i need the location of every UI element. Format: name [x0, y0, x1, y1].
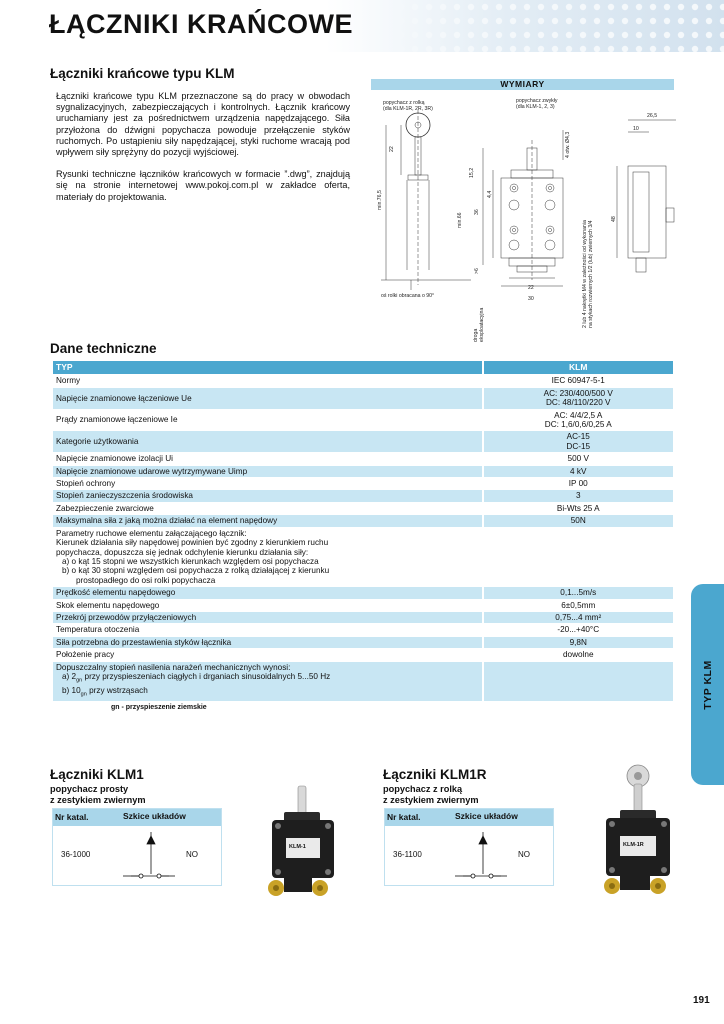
- vibration-a-text: przy przyspieszeniach ciągłych i drganiach sinusoidalnych 5...50 Hz: [82, 671, 331, 681]
- row-value-dc: DC-15: [566, 441, 591, 451]
- row-label: Stopień zanieczyszczenia środowiska: [53, 490, 483, 502]
- klm1-subtitle: [50, 784, 146, 805]
- intro-paragraph-2: Rysunki techniczne łączników krańcowych w formacie ”.dwg”, znajdują się na stronie internetowej www.pokoj.com.pl w zakładce oferta, materiały do projektowania.: [56, 169, 350, 202]
- klm1-catalog-number: 36-1000: [61, 850, 91, 859]
- side-tab: [691, 584, 724, 785]
- dim-22-top: 22: [389, 146, 395, 152]
- row-label: Skok elementu napędowego: [53, 599, 483, 611]
- dim-10: 10: [633, 126, 639, 132]
- row-value-ac: AC: 4/4/2,5 A: [554, 410, 603, 420]
- klm1r-photo: [592, 762, 688, 902]
- klm1-title: Łączniki KLM1: [50, 767, 144, 782]
- params-line: a) o kąt 15 stopni we wszystkich kierunkach względem osi popychacza: [62, 556, 319, 566]
- klm1-contact-symbol: [113, 830, 177, 882]
- dim-drive2: eksploatacyjna: [479, 307, 485, 342]
- dimensions-heading: WYMIARY: [371, 79, 674, 90]
- klm1-sub-2: z zestykiem zwiernym: [50, 794, 146, 805]
- klm1r-subtitle: [383, 784, 479, 805]
- vibration-line: Dopuszczalny stopień nasilenia narażeń mechanicznych wynosi:: [56, 662, 291, 672]
- klm1r-catalog-header: [385, 809, 553, 826]
- row-value: dowolne: [483, 649, 674, 661]
- row-label: Napięcie znamionowe udarowe wytrzymywane Uimp: [53, 465, 483, 477]
- dot-pattern: [394, 0, 724, 52]
- footnote: gn - przyspieszenie ziemskie: [53, 702, 483, 714]
- dimension-drawing: [371, 90, 676, 350]
- dim-min66: min.66: [457, 212, 463, 228]
- klm1-sub-1: popychacz prosty: [50, 784, 129, 794]
- table-row: [53, 431, 674, 453]
- row-value: Bi-Wts 25 A: [483, 502, 674, 514]
- row-value: 0,75...4 mm²: [483, 611, 674, 623]
- klm1r-catalog-table: [384, 808, 554, 886]
- intro-text: [56, 91, 350, 203]
- side-tab-label: TYP KLM: [701, 659, 714, 710]
- row-value: 6±0,5mm: [483, 599, 674, 611]
- row-value: 500 V: [483, 453, 674, 465]
- row-label: Napięcie znamionowe łączeniowe Ue: [53, 387, 483, 409]
- klm1-catalog-header: [53, 809, 221, 826]
- klm1-col-catalog: Nr katal.: [55, 812, 89, 822]
- table-row: [53, 375, 674, 387]
- table-row: [53, 611, 674, 623]
- dim-6: >6: [474, 268, 480, 274]
- row-value-dc: DC: 48/110/220 V: [546, 398, 611, 408]
- klm1-catalog-table: [52, 808, 222, 886]
- footnote-value: [483, 702, 674, 714]
- table-row: [53, 649, 674, 661]
- dim-min765: min.76,5: [377, 190, 383, 210]
- row-value: [483, 387, 674, 409]
- row-label: Kategorie użytkowania: [53, 431, 483, 453]
- params-line: prostopadłego do osi rolki popychacza: [76, 575, 216, 585]
- row-value: 0,1...5m/s: [483, 587, 674, 599]
- intro-paragraph-1: Łączniki krańcowe typu KLM przeznaczone są do pracy w obwodach sygnalizacyjnych, zabezpieczających i kontrolnych. Łącznik krańcowy uruchamiany jest za pośrednictwem urządzenia napędzającego. Siła przyłożona do dźwigni popychacza powoduje przełączenie styków ruchomych. Po ustąpieniu siły napędzającej, styki ruchome wracają pod wpływem siły sprężyny do pozycji wyjściowej.: [56, 91, 350, 158]
- vibration-a-unit: gn: [76, 677, 83, 684]
- row-label: Siła potrzebna do przestawienia styków łącznika: [53, 636, 483, 648]
- table-row: [53, 502, 674, 514]
- label-roller-models: (dla KLM-1R, 2R, 3R): [383, 106, 433, 112]
- table-row: [53, 453, 674, 465]
- row-label: Maksymalna siła z jaką można działać na element napędowy: [53, 515, 483, 527]
- row-label: Temperatura otoczenia: [53, 624, 483, 636]
- row-label: Prędkość elementu napędowego: [53, 587, 483, 599]
- table-row: [53, 515, 674, 527]
- dim-note-2: na stykach rozwiernych 1/2 (lub) zwiernych 3/4: [588, 220, 594, 328]
- row-label: Zabezpieczenie zwarciowe: [53, 502, 483, 514]
- table-row-params: [53, 527, 674, 586]
- row-value: [483, 409, 674, 431]
- vibration-b-unit: gn: [80, 691, 87, 698]
- label-plain-models: (dla KLM-1, 2, 3): [516, 104, 555, 110]
- page-number: 191: [693, 995, 710, 1006]
- row-value: IEC 60947-5-1: [483, 375, 674, 387]
- klm1-col-sketch: Szkice układów: [123, 811, 186, 821]
- tech-heading: Dane techniczne: [50, 341, 157, 356]
- row-label: Prądy znamionowe łączeniowe Ie: [53, 409, 483, 431]
- klm1r-contact-type: NO: [518, 850, 530, 859]
- dim-30: 30: [528, 296, 534, 302]
- vibration-value: [483, 661, 674, 702]
- row-value-dc: DC: 1,6/0,6/0,25 A: [544, 420, 612, 430]
- klm1r-col-catalog: Nr katal.: [387, 812, 421, 822]
- label-plain: popychacz zwykły: [516, 98, 558, 104]
- row-value: 4 kV: [483, 465, 674, 477]
- dim-48: 48: [611, 216, 617, 222]
- dim-265: 26,5: [647, 113, 658, 119]
- klm1r-col-sketch: Szkice układów: [455, 811, 518, 821]
- table-row: [53, 624, 674, 636]
- dim-44: 4,4: [487, 190, 493, 198]
- tech-header-type: TYP: [53, 361, 483, 375]
- klm1r-sub-1: popychacz z rolką: [383, 784, 463, 794]
- table-row: [53, 599, 674, 611]
- page-title: ŁĄCZNIKI KRAŃCOWE: [49, 9, 353, 39]
- vibration-cell: [53, 661, 483, 702]
- row-label: Normy: [53, 375, 483, 387]
- row-label: Napięcie znamionowe izolacji Ui: [53, 453, 483, 465]
- table-row: [53, 465, 674, 477]
- row-value: 3: [483, 490, 674, 502]
- table-row: [53, 490, 674, 502]
- row-value: 9,8N: [483, 636, 674, 648]
- table-row-footnote: [53, 702, 674, 714]
- table-row: [53, 636, 674, 648]
- row-label: Przekrój przewodów przyłączeniowych: [53, 611, 483, 623]
- dim-hole: 4 otw. Ø4,3: [565, 131, 571, 158]
- dim-22: 22: [528, 285, 534, 291]
- table-row: [53, 587, 674, 599]
- vibration-b-text: przy wstrząsach: [86, 686, 148, 696]
- params-line: Kierunek działania siły napędowej powinien być zgodny z kierunkiem ruchu: [56, 538, 329, 548]
- klm1r-sub-2: z zestykiem zwiernym: [383, 794, 479, 805]
- row-value-ac: AC-15: [566, 432, 590, 442]
- intro-heading: Łączniki krańcowe typu KLM: [50, 66, 235, 81]
- table-row-vibration: [53, 661, 674, 702]
- tech-table: [52, 360, 674, 714]
- params-value: [483, 527, 674, 586]
- klm1r-contact-symbol: [445, 830, 509, 882]
- table-row: [53, 478, 674, 490]
- table-row: [53, 409, 674, 431]
- tech-table-header: [53, 361, 674, 375]
- params-line: b) o kąt 30 stopni względem osi popychacza z rolką działającej z kierunku: [62, 566, 330, 576]
- label-roller: popychacz z rolką: [383, 100, 425, 106]
- klm1-photo-label: KLM-1: [289, 844, 306, 850]
- dim-36: 36: [474, 209, 480, 215]
- params-line: Parametry ruchowe elementu załączającego łącznik:: [56, 528, 247, 538]
- row-label: Stopień ochrony: [53, 478, 483, 490]
- header-band: [0, 0, 724, 52]
- params-line: popychacza, dopuszcza się jednak odchylenie kierunku działania siły:: [56, 547, 309, 557]
- dim-152: 15,2: [469, 167, 475, 178]
- row-value: IP 00: [483, 478, 674, 490]
- vibration-line: [56, 672, 479, 686]
- tech-header-klm: KLM: [483, 361, 674, 375]
- klm1-photo: [258, 782, 354, 902]
- row-value: [483, 431, 674, 453]
- klm1r-title: Łączniki KLM1R: [383, 767, 487, 782]
- dim-roll-axis: oś rolki obracana o 90°: [381, 293, 435, 299]
- row-label: Położenie pracy: [53, 649, 483, 661]
- vibration-b: b) 10: [62, 686, 81, 696]
- row-value: -20...+40°C: [483, 624, 674, 636]
- vibration-line: [56, 686, 479, 700]
- dim-drive: droga: [473, 328, 479, 342]
- row-value: 50N: [483, 515, 674, 527]
- params-cell: [53, 527, 483, 586]
- row-value-ac: AC: 230/400/500 V: [543, 388, 613, 398]
- dim-note-1: 2 lub 4 nakrętki M4 w zależności od wykonania: [582, 220, 588, 328]
- klm1-contact-type: NO: [186, 850, 198, 859]
- vibration-a: a) 2: [62, 671, 77, 681]
- klm1r-catalog-number: 36-1100: [393, 850, 422, 859]
- table-row: [53, 387, 674, 409]
- klm1r-photo-label: KLM-1R: [623, 842, 644, 848]
